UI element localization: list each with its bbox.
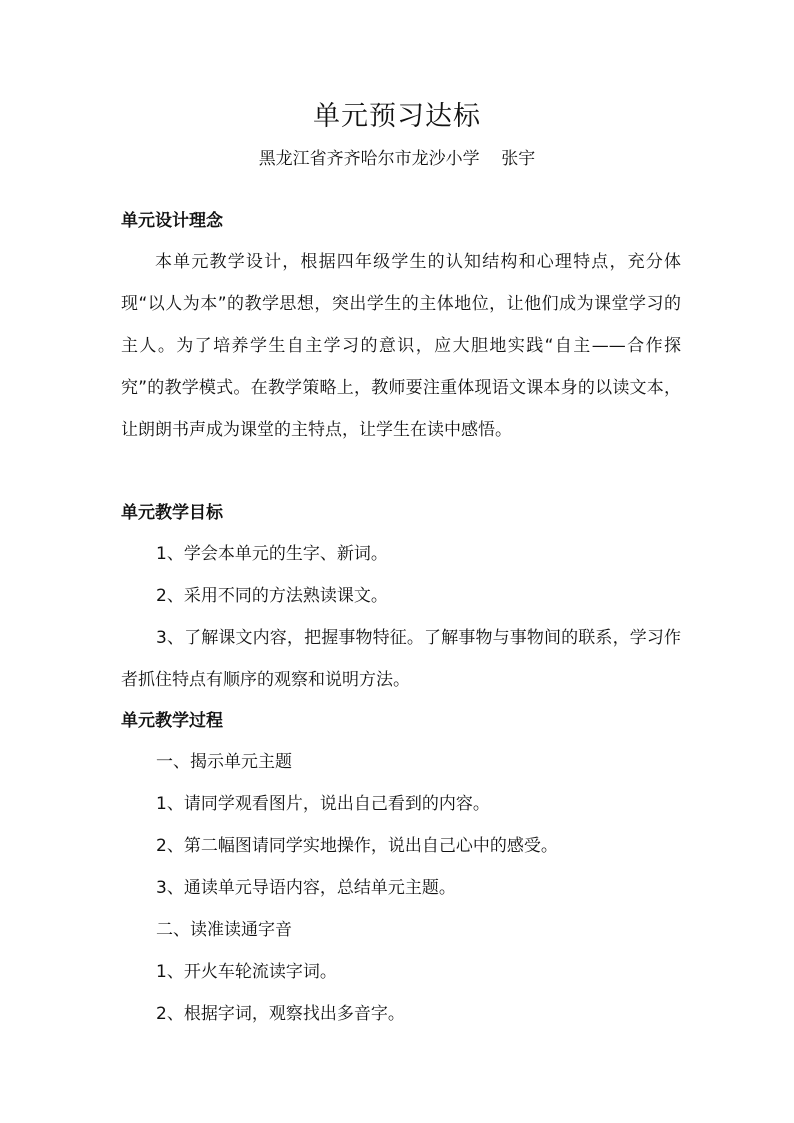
section-heading-goals: 单元教学目标 xyxy=(121,503,223,523)
process-part1-title: 一、揭示单元主题 xyxy=(156,752,292,772)
process-part1-item-2: 2、第二幅图请同学实地操作，说出自己心中的感受。 xyxy=(156,836,558,856)
goal-item-1: 1、学会本单元的生字、新词。 xyxy=(156,544,388,564)
process-part2-item-1: 1、开火车轮流读字词。 xyxy=(156,962,337,982)
process-part1-item-1: 1、请同学观看图片，说出自己看到的内容。 xyxy=(156,794,490,814)
author-line: 黑龙江省齐齐哈尔市龙沙小学 张宇 xyxy=(258,149,536,169)
document-title: 单元预习达标 xyxy=(313,101,481,132)
section-heading-design: 单元设计理念 xyxy=(121,211,223,231)
design-paragraph: 本单元教学设计，根据四年级学生的认知结构和心理特点，充分体现“以人为本”的教学思想，突出学生的主体地位，让他们成为课堂学习的主人。为了培养学生自主学习的意识，应大胆地实践“自主——合作探究”的教学模式。在教学策略上，教师要注重体现语文课本身的以读文本，让朗朗书声成为课堂的主特点，让学生在读中感悟。 xyxy=(121,252,681,440)
goal-item-3: 3、了解课文内容，把握事物特征。了解事物与事物间的联系，学习作者抓住特点有顺序的观察和说明方法。 xyxy=(121,628,681,690)
process-part2-title: 二、读准读通字音 xyxy=(156,920,292,940)
process-part1-item-3: 3、通读单元导语内容，总结单元主题。 xyxy=(156,878,456,898)
section-heading-process: 单元教学过程 xyxy=(121,711,223,731)
goal-item-2: 2、采用不同的方法熟读课文。 xyxy=(156,586,388,606)
process-part2-item-2: 2、根据字词，观察找出多音字。 xyxy=(156,1004,405,1024)
